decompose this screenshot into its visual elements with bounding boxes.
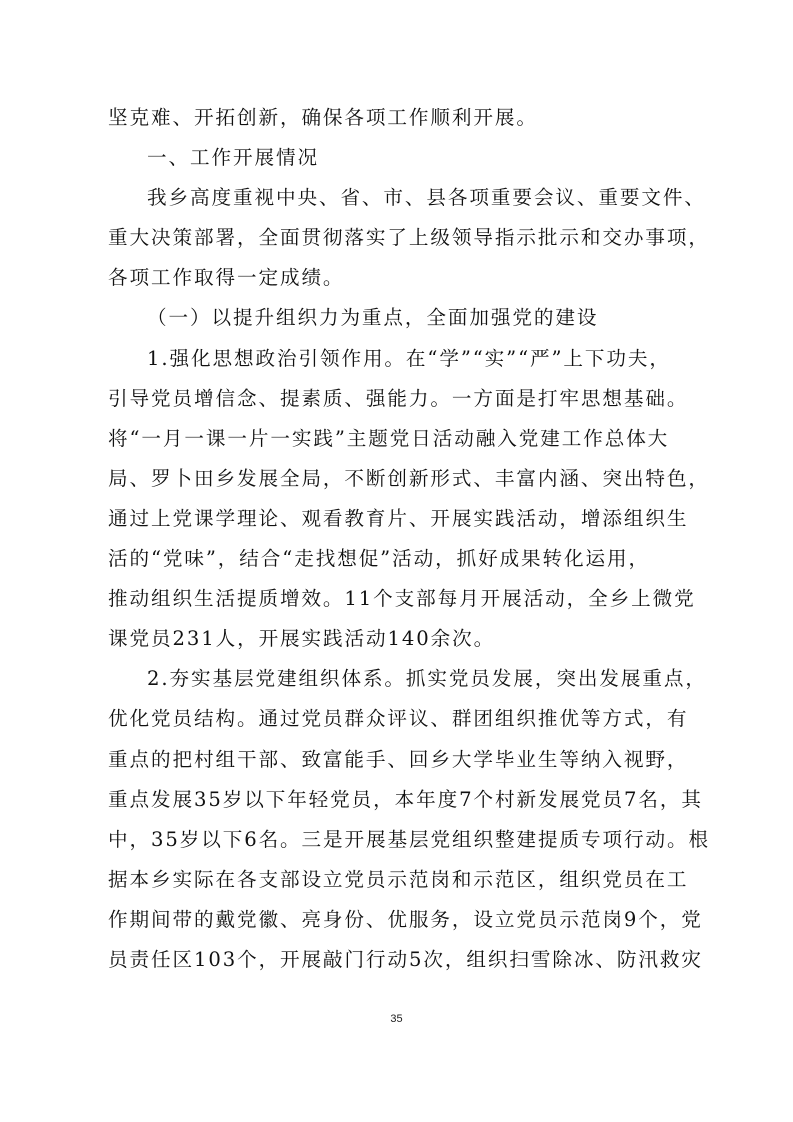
text-line: 中，35岁以下6名。三是开展基层党组织整建提质专项行动。根 <box>108 827 710 851</box>
text-line: 将“一月一课一片一实践”主题党日活动融入党建工作总体大 <box>108 426 670 450</box>
text-line: 作期间带的戴党徽、亮身份、优服务，设立党员示范岗9个，党 <box>108 907 703 931</box>
text-line: 坚克难、开拓创新，确保各项工作顺利开展。 <box>108 106 538 129</box>
page-number: 35 <box>390 1013 403 1025</box>
document-body <box>108 98 710 980</box>
text-line: 优化党员结构。通过党员群众评议、群团组织推优等方式，有 <box>108 707 689 731</box>
text-line: 2.夯实基层党建组织体系。抓实党员发展，突出发展重点， <box>147 667 707 691</box>
text-line: 推动组织生活提质增效。11个支部每月开展活动，全乡上微党 <box>108 587 696 611</box>
text-line: 重大决策部署，全面贯彻落实了上级领导指示批示和交办事项， <box>108 226 710 250</box>
text-line: 我乡高度重视中央、省、市、县各项重要会议、重要文件、 <box>147 186 706 210</box>
text-line: 通过上党课学理论、观看教育片、开展实践活动，增添组织生 <box>108 506 689 530</box>
section-heading: 一、工作开展情况 <box>147 146 319 170</box>
text-line: 重点发展35岁以下年轻党员，本年度7个村新发展党员7名，其 <box>108 787 703 811</box>
text-line: 引导党员增信念、提素质、强能力。一方面是打牢思想基础。 <box>108 386 689 410</box>
text-line: 1.强化思想政治引领作用。在“学”“实”“严”上下功夫， <box>147 346 671 370</box>
text-line: 据本乡实际在各支部设立党员示范岗和示范区，组织党员在工 <box>108 867 689 891</box>
text-line: 员责任区103个，开展敲门行动5次，组织扫雪除冰、防汛救灾 <box>108 947 703 971</box>
text-line: 重点的把村组干部、致富能手、回乡大学毕业生等纳入视野， <box>108 747 689 771</box>
subsection-heading: （一）以提升组织力为重点，全面加强党的建设 <box>147 306 599 330</box>
text-line: 局、罗卜田乡发展全局，不断创新形式、丰富内涵、突出特色， <box>108 466 710 490</box>
text-line: 活的“党味”，结合“走找想促”活动，抓好成果转化运用， <box>108 547 651 571</box>
text-line: 课党员231人，开展实践活动140余次。 <box>108 627 496 651</box>
text-line: 各项工作取得一定成绩。 <box>108 266 345 290</box>
